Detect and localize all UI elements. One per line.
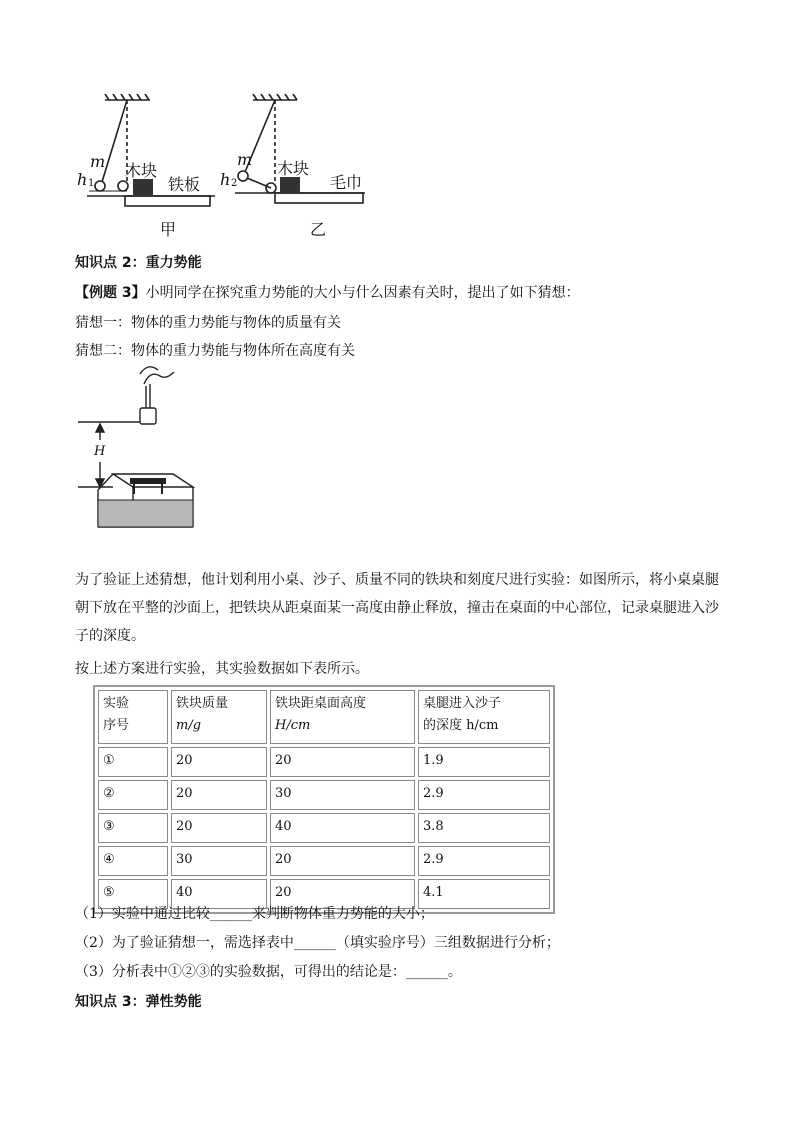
table-row [98, 780, 550, 810]
table-cell: 30 [270, 780, 415, 810]
height-sub-left: 1 [88, 178, 95, 189]
question-2: （2）为了验证猜想一，需选择表中______（填实验序号）三组数据进行分析； [75, 935, 560, 951]
table-cell: 20 [270, 879, 415, 909]
method-paragraph: 为了验证上述猜想，他计划利用小桌、沙子、质量不同的铁块和刻度尺进行实验：如图所示，将小桌桌腿朝下放在平整的沙面上，把铁块从距桌面某一高度由静止释放，撞击在桌面的中心部位，记录桌腿进入沙子的深度。 [75, 572, 719, 644]
guess-two: 猜想二：物体的重力势能与物体所在高度有关 [75, 343, 355, 359]
question-3: （3）分析表中①②③的实验数据，可得出的结论是：______。 [75, 964, 462, 980]
guess-one: 猜想一：物体的重力势能与物体的质量有关 [75, 315, 341, 331]
table-cell: 2.9 [418, 846, 550, 876]
sand-table-figure [78, 362, 228, 537]
table-cell: ⑤ [98, 879, 168, 909]
data-table [93, 685, 555, 914]
header-cell-depth: 桌腿进入沙子 的深度 h/cm [418, 690, 550, 744]
table-cell: 20 [171, 813, 267, 843]
block-label-right: 木块 [277, 159, 310, 178]
question-1: （1）实验中通过比较______来判断物体重力势能的大小； [75, 906, 434, 922]
table-cell: 40 [270, 813, 415, 843]
height-sub-right: 2 [231, 178, 238, 189]
table-cell: 20 [171, 780, 267, 810]
pendulum-figure [75, 92, 375, 247]
section3-title: 知识点 3：弹性势能 [75, 994, 202, 1010]
table-cell: 4.1 [418, 879, 550, 909]
table-cell: ④ [98, 846, 168, 876]
mass-label-left: m [90, 152, 106, 171]
table-intro: 按上述方案进行实验，其实验数据如下表所示。 [75, 661, 369, 677]
table-cell: 3.8 [418, 813, 550, 843]
block-label-left: 木块 [125, 161, 158, 180]
table-cell: 20 [270, 747, 415, 777]
height-label-H: H [94, 444, 106, 459]
table-cell: 1.9 [418, 747, 550, 777]
table-cell: ③ [98, 813, 168, 843]
table-cell: 20 [270, 846, 415, 876]
height-label-right: h [220, 170, 231, 189]
caption-right: 乙 [310, 220, 327, 239]
header-cell-mass: 铁块质量 m/g [171, 690, 267, 744]
mass-label-right: m [237, 150, 253, 169]
table-cell: 2.9 [418, 780, 550, 810]
table-cell: ② [98, 780, 168, 810]
surface-label-right: 毛巾 [330, 173, 363, 192]
table-cell: ① [98, 747, 168, 777]
table-row [98, 846, 550, 876]
caption-left: 甲 [160, 220, 177, 239]
example-intro [75, 283, 580, 303]
example-intro-text: 小明同学在探究重力势能的大小与什么因素有关时，提出了如下猜想： [145, 285, 580, 301]
surface-label-left: 铁板 [168, 175, 201, 194]
table-row [98, 747, 550, 777]
example-tag: 【例题 3】 [75, 285, 146, 301]
table-cell: 40 [171, 879, 267, 909]
table-header-row [98, 690, 550, 744]
table-cell: 20 [171, 747, 267, 777]
height-label-left: h [77, 170, 88, 189]
table-cell: 30 [171, 846, 267, 876]
table-row [98, 813, 550, 843]
header-cell-height: 铁块距桌面高度 H/cm [270, 690, 415, 744]
header-cell-index: 实验 序号 [98, 690, 168, 744]
section2-title: 知识点 2：重力势能 [75, 255, 202, 271]
